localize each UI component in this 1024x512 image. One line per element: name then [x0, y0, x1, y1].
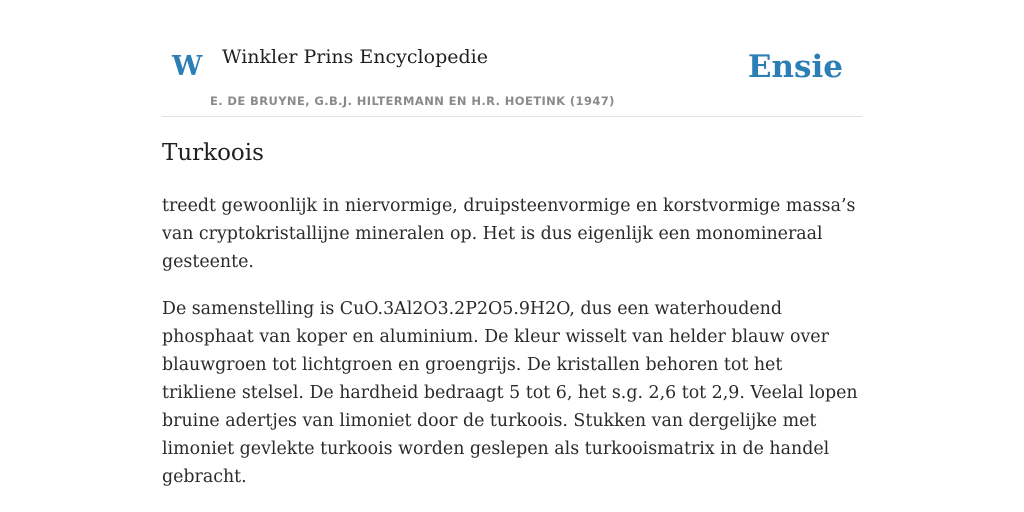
entry-title: Turkoois: [162, 140, 264, 166]
book-title[interactable]: Winkler Prins Encyclopedie: [222, 46, 488, 68]
book-authors: E. DE BRUYNE, G.B.J. HILTERMANN EN H.R. HOETINK (1947): [210, 94, 615, 108]
entry-paragraph: treedt gewoonlijk in niervormige, druipsteenvormige en korstvormige massa’s van cryptokristallijne mineralen op. Het is dus eigenlijk een monomineraal gesteente.: [162, 196, 856, 272]
ensie-logo-link[interactable]: Ensie: [747, 49, 843, 85]
entry-paragraph: De samenstelling is CuO.3Al2O3.2P2O5.9H2O, dus een waterhoudend phosphaat van koper en aluminium. De kleur wisselt van helder blauw over blauwgroen tot lichtgroen en groengrijs. De kristallen behoren tot het trikliene stelsel. De hardheid bedraagt 5 tot 6, het s.g. 2,6 tot 2,9. Veelal lopen bruine adertjes van limoniet door de turkoois. Stukken van dergelijke met limoniet gevlekte turkoois worden geslepen als turkooismatrix in de handel gebracht.: [162, 299, 858, 487]
book-logo[interactable]: W: [172, 51, 203, 82]
book-header: [162, 0, 862, 117]
entry-content: [162, 192, 862, 510]
